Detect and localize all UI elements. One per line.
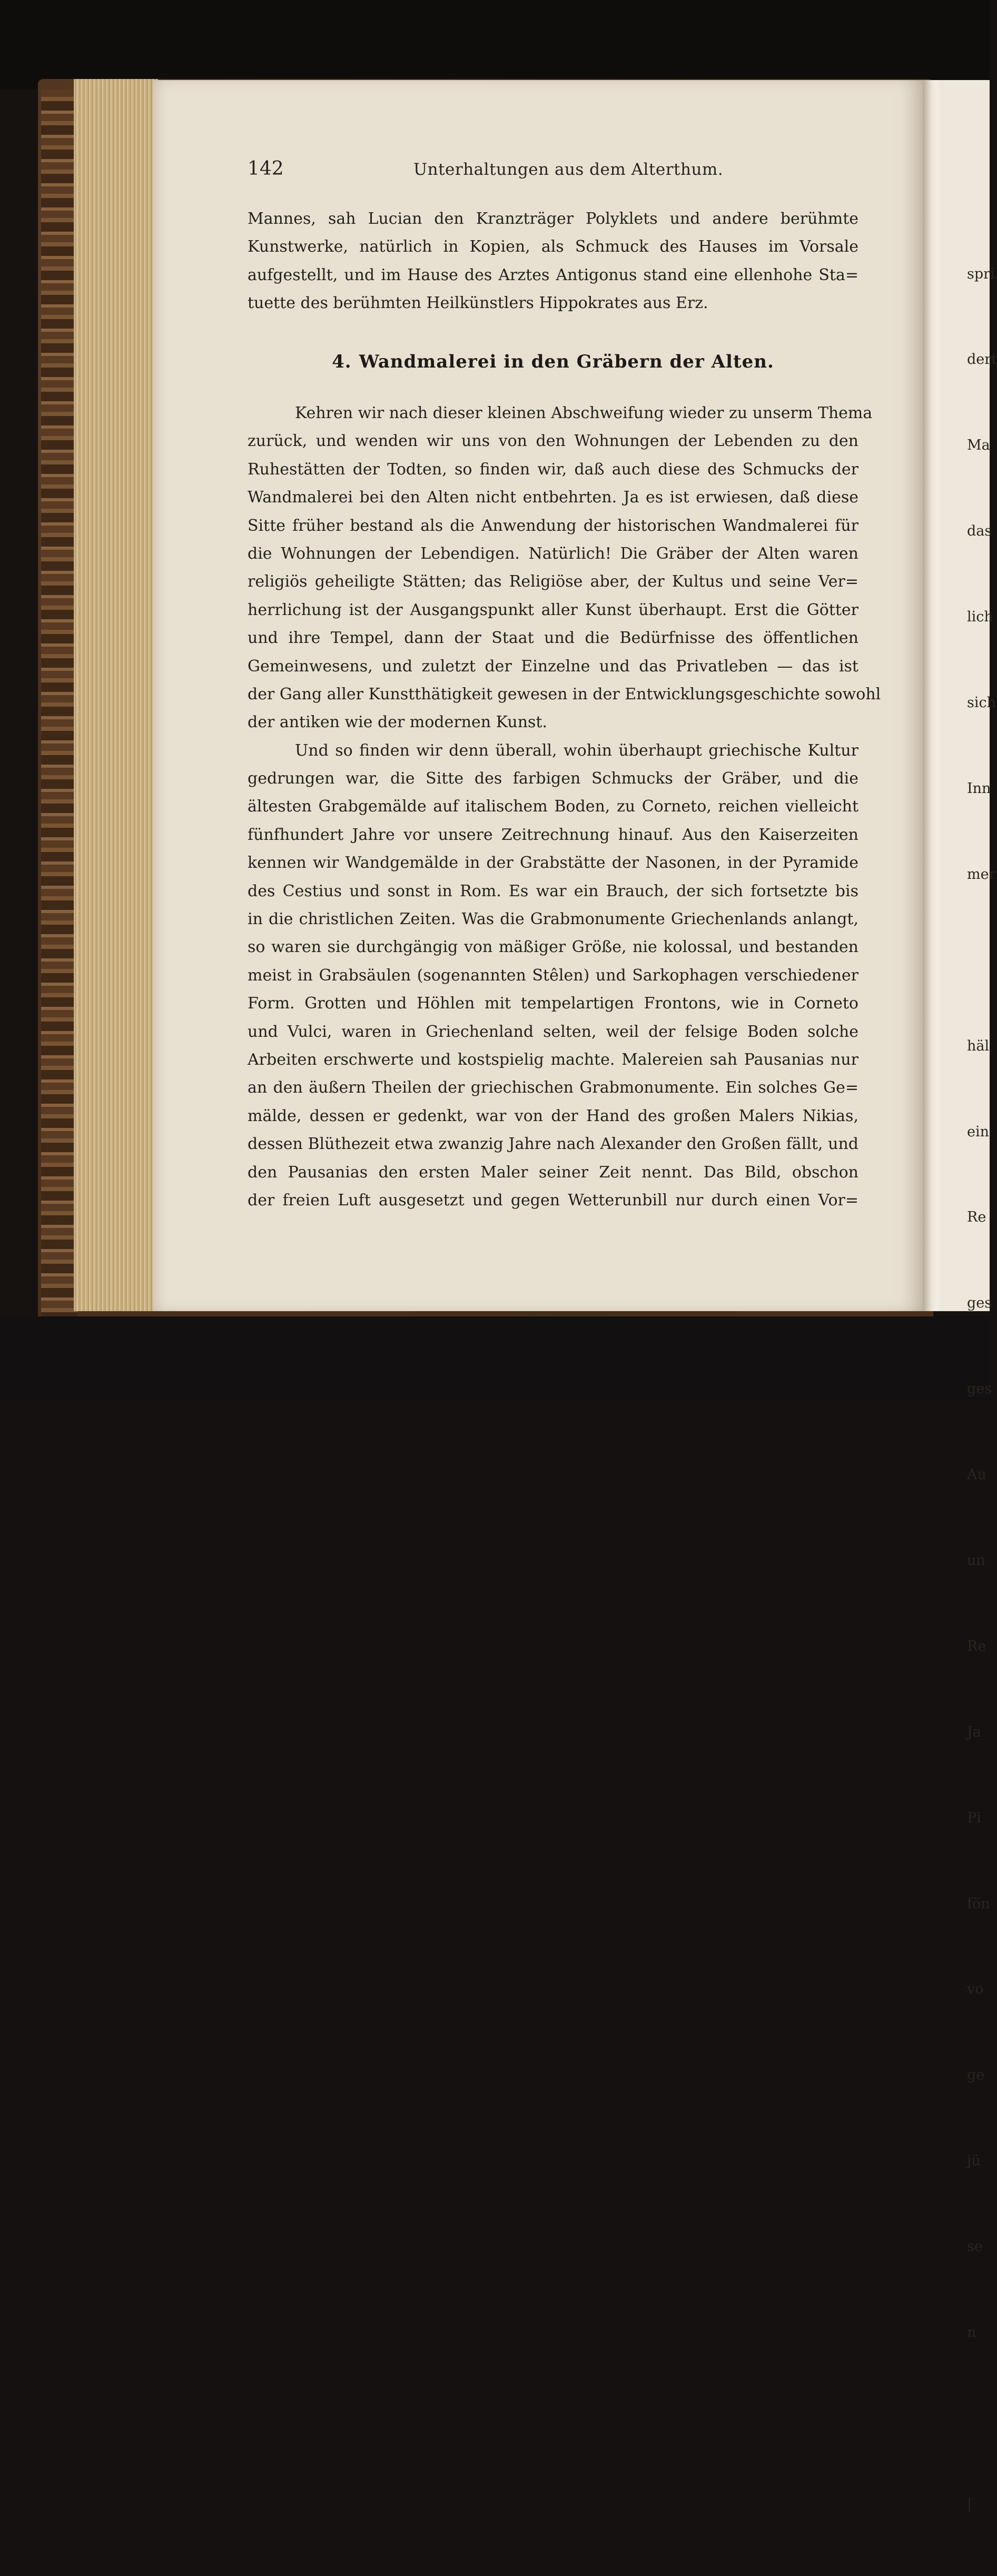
fragment-line: Pi	[967, 1809, 981, 1826]
text-line: der freien Luft ausgesetzt und gegen Wetterunbill nur durch einen Vor=	[248, 1191, 858, 1210]
text-line: Ruhestätten der Todten, so finden wir, daß auch diese des Schmucks der	[248, 460, 858, 479]
text-line: tuette des berühmten Heilkünstlers Hippokrates aus Erz.	[248, 294, 708, 313]
fragment-line: vo	[967, 1981, 984, 1998]
text-line: Wandmalerei bei den Alten nicht entbehrten. Ja es ist erwiesen, daß diese	[248, 488, 858, 507]
text-line: mälde, dessen er gedenkt, war von der Hand des großen Malers Nikias,	[248, 1106, 858, 1125]
fragment-line: lich	[967, 609, 993, 626]
text-line: und ihre Tempel, dann der Staat und die Bedürfnisse des öffentlichen	[248, 629, 858, 648]
page-stack-edge	[74, 79, 158, 1311]
fragment-line: Inn	[967, 780, 991, 797]
text-line: religiös geheiligte Stätten; das Religiöse aber, der Kultus und seine Ver=	[248, 572, 858, 591]
fragment-line: dert	[967, 351, 997, 368]
text-line: die Wohnungen der Lebendigen. Natürlich! Die Gräber der Alten waren	[248, 544, 858, 563]
text-line: und Vulci, waren in Griechenland selten, weil der felsige Boden solche	[248, 1022, 858, 1041]
fragment-line	[967, 2404, 997, 2433]
fragment-line: jü	[967, 2153, 981, 2169]
section-number: 4.	[332, 351, 352, 372]
fragment-line: Au	[967, 1467, 986, 1483]
text-line: der antiken wie der modernen Kunst.	[248, 713, 548, 732]
text-line: dessen Blüthezeit etwa zwanzig Jahre nach Alexander den Großen fällt, und	[248, 1135, 858, 1154]
fragment-line: Ja	[967, 1723, 981, 1740]
continued-paragraph	[248, 205, 858, 318]
fragment-line: Re	[967, 1638, 986, 1654]
fragment-line: spri	[967, 265, 995, 282]
text-line: des Cestius und sonst in Rom. Es war ein Brauch, der sich fortsetzte bis	[248, 881, 858, 900]
paragraph-2	[248, 737, 858, 1215]
text-line: gedrungen war, die Sitte des farbigen Schmucks der Gräber, und die	[248, 769, 858, 788]
text-line: Kehren wir nach dieser kleinen Abschweifung wieder zu unserm Thema	[295, 404, 873, 422]
fragment-line: se	[967, 2238, 983, 2255]
paragraph-1	[248, 399, 881, 737]
text-line: fünfhundert Jahre vor unsere Zeitrechnung hinauf. Aus den Kaiserzeiten	[248, 825, 858, 844]
text-line: Sitte früher bestand als die Anwendung der historischen Wandmalerei für	[248, 516, 858, 535]
text-line: so waren sie durchgängig von mäßiger Größe, nie kolossal, und bestanden	[248, 938, 858, 957]
fragment-line: ges	[967, 1381, 992, 1398]
facing-page-fragments	[967, 203, 997, 2576]
running-title: Unterhaltungen aus dem Alterthum.	[413, 160, 724, 179]
text-line: ältesten Grabgemälde auf italischem Boden, zu Corneto, reichen vielleicht	[248, 797, 858, 816]
fragment-line: |	[967, 2495, 972, 2512]
fragment-line: ein	[967, 1123, 990, 1140]
text-line: Und so finden wir denn überall, wohin überhaupt griechische Kultur	[295, 741, 858, 760]
section-heading	[248, 351, 858, 372]
main-text	[248, 399, 881, 1214]
fragment-line: ges	[967, 1295, 992, 1312]
dark-backdrop	[0, 0, 990, 90]
fragment-line: sich	[967, 695, 996, 711]
fragment-line	[967, 946, 997, 975]
page-number: 142	[248, 158, 284, 180]
text-line: aufgestellt, und im Hause des Arztes Antigonus stand eine ellenhohe Sta=	[248, 265, 858, 284]
text-line: Mannes, sah Lucian den Kranzträger Polyklets und andere berühmte	[248, 210, 858, 228]
text-line: den Pausanias den ersten Maler seiner Zeit nennt. Das Bild, obschon	[248, 1163, 858, 1182]
text-line: in die christlichen Zeiten. Was die Grabmonumente Griechenlands anlangt,	[248, 910, 858, 929]
book-gutter	[923, 80, 939, 1311]
fragment-line: ge	[967, 2067, 985, 2084]
text-line: Form. Grotten und Höhlen mit tempelartigen Frontons, wie in Corneto	[248, 994, 858, 1013]
text-line: an den äußern Theilen der griechischen Grabmonumente. Ein solches Ge=	[248, 1078, 858, 1097]
page-header	[248, 158, 858, 184]
text-line: Gemeinwesens, und zuletzt der Einzelne und das Privatleben — das ist	[248, 657, 858, 676]
fragment-line: fön	[967, 1895, 990, 1912]
fragment-line: Re	[967, 1209, 986, 1226]
fragment-line: das	[967, 523, 992, 540]
text-line: zurück, und wenden wir uns von den Wohnungen der Lebenden zu den	[248, 432, 858, 451]
fragment-line: Ma	[967, 437, 990, 454]
text-line: Kunstwerke, natürlich in Kopien, als Schmuck des Hauses im Vorsale	[248, 237, 858, 256]
fragment-line: mer	[967, 866, 996, 883]
marbled-cover-edge	[41, 90, 78, 1316]
fragment-line: un	[967, 1552, 985, 1569]
text-line: der Gang aller Kunstthätigkeit gewesen in der Entwicklungsgeschichte sowohl	[248, 685, 881, 704]
text-line: Arbeiten erschwerte und kostspielig machte. Malereien sah Pausanias nur	[248, 1050, 858, 1069]
text-line: herrlichung ist der Ausgangspunkt aller Kunst überhaupt. Erst die Götter	[248, 600, 858, 619]
text-line: kennen wir Wandgemälde in der Grabstätte der Nasonen, in der Pyramide	[248, 854, 858, 873]
dark-backdrop-bottom	[0, 1316, 990, 1400]
fragment-line: häl	[967, 1037, 990, 1054]
fragment-line: n	[967, 2324, 976, 2341]
section-title: Wandmalerei in den Gräbern der Alten.	[359, 351, 774, 372]
text-line: meist in Grabsäulen (sogenannten Stêlen) und Sarkophagen verschiedener	[248, 966, 858, 985]
